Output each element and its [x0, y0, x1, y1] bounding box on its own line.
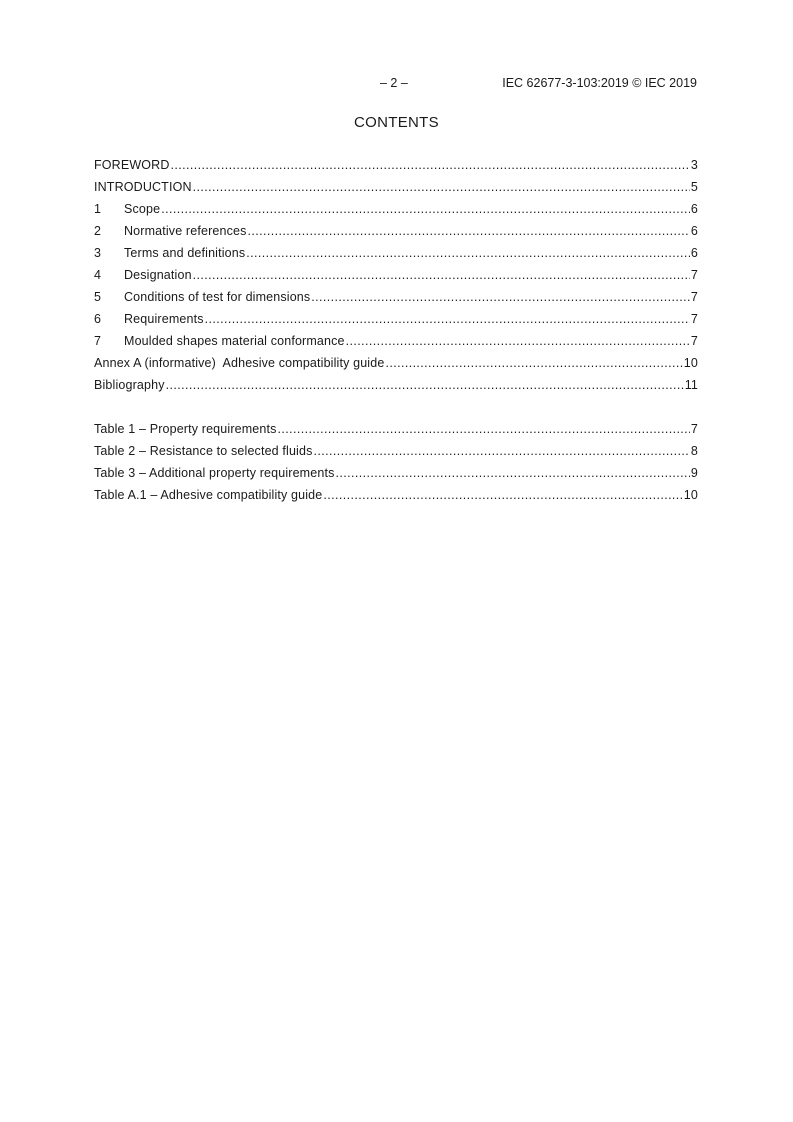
toc-entry-page: 11: [684, 378, 698, 392]
toc-leader-dots: [246, 246, 690, 260]
toc-entry-page: 6: [690, 246, 698, 260]
page-number: – 2 –: [380, 76, 408, 90]
toc-entry-introduction[interactable]: [94, 180, 698, 202]
toc-leader-dots: [313, 444, 689, 458]
toc-entry-moulded-shapes[interactable]: [94, 334, 698, 356]
toc-sections: [94, 158, 698, 400]
toc-entry-number: 1: [94, 202, 102, 216]
toc-entry-label: INTRODUCTION: [94, 180, 192, 194]
toc-entry-page: 6: [690, 202, 698, 216]
toc-entry-page: 7: [690, 422, 698, 436]
toc-entry-table-a1[interactable]: [94, 488, 698, 510]
toc-entry-page: 7: [690, 290, 698, 304]
toc-entry-number: 3: [94, 246, 102, 260]
toc-entry-page: 7: [690, 334, 698, 348]
toc-entry-label: Terms and definitions: [124, 246, 246, 260]
toc-entry-number: 4: [94, 268, 102, 282]
toc-entry-label: Scope: [124, 202, 161, 216]
toc-entry-label: Bibliography: [94, 378, 165, 392]
toc-leader-dots: [205, 312, 690, 326]
page-title: CONTENTS: [354, 114, 439, 131]
toc-tables: [94, 422, 698, 510]
toc-entry-table-2[interactable]: [94, 444, 698, 466]
toc-entry-page: 6: [690, 224, 698, 238]
toc-leader-dots: [193, 180, 690, 194]
toc-entry-label: FOREWORD: [94, 158, 170, 172]
toc-entry-normative-references[interactable]: [94, 224, 698, 246]
toc-entry-page: 5: [690, 180, 698, 194]
page-header: [0, 76, 793, 92]
toc-entry-page: 7: [690, 312, 698, 326]
toc-entry-number: 5: [94, 290, 102, 304]
document-identifier: IEC 62677-3-103:2019 © IEC 2019: [502, 76, 697, 90]
toc-entry-label: Designation: [124, 268, 192, 282]
toc-entry-label: Table 1 – Property requirements: [94, 422, 277, 436]
toc-leader-dots: [311, 290, 690, 304]
toc-entry-number: 6: [94, 312, 102, 326]
toc-entry-page: 3: [690, 158, 698, 172]
toc-leader-dots: [171, 158, 690, 172]
toc-entry-label: Annex A (informative) Adhesive compatibility guide: [94, 356, 385, 370]
toc-entry-page: 8: [690, 444, 698, 458]
toc-entry-page: 9: [690, 466, 698, 480]
toc-entry-foreword[interactable]: [94, 158, 698, 180]
toc-leader-dots: [193, 268, 690, 282]
toc-entry-page: 10: [683, 488, 698, 502]
toc-entry-table-3[interactable]: [94, 466, 698, 488]
toc-leader-dots: [278, 422, 690, 436]
toc-leader-dots: [346, 334, 690, 348]
toc-entry-bibliography[interactable]: [94, 378, 698, 400]
toc-leader-dots: [323, 488, 682, 502]
toc-entry-table-1[interactable]: [94, 422, 698, 444]
toc-leader-dots: [335, 466, 689, 480]
toc-entry-requirements[interactable]: [94, 312, 698, 334]
toc-entry-page: 7: [690, 268, 698, 282]
toc-entry-label: Requirements: [124, 312, 204, 326]
toc-leader-dots: [161, 202, 690, 216]
toc-entry-label: Table A.1 – Adhesive compatibility guide: [94, 488, 323, 502]
toc-entry-label: Normative references: [124, 224, 247, 238]
toc-entry-annex-a[interactable]: [94, 356, 698, 378]
toc-entry-label: Table 3 – Additional property requirements: [94, 466, 335, 480]
toc-leader-dots: [166, 378, 684, 392]
toc-entry-label: Table 2 – Resistance to selected fluids: [94, 444, 313, 458]
toc-entry-number: 2: [94, 224, 102, 238]
toc-entry-label: Conditions of test for dimensions: [124, 290, 311, 304]
toc-entry-conditions-of-test[interactable]: [94, 290, 698, 312]
toc-entry-terms-definitions[interactable]: [94, 246, 698, 268]
toc-entry-designation[interactable]: [94, 268, 698, 290]
toc-leader-dots: [385, 356, 682, 370]
toc-entry-label: Moulded shapes material conformance: [124, 334, 345, 348]
toc-leader-dots: [248, 224, 690, 238]
toc-entry-page: 10: [683, 356, 698, 370]
toc-entry-number: 7: [94, 334, 102, 348]
toc-entry-scope[interactable]: [94, 202, 698, 224]
